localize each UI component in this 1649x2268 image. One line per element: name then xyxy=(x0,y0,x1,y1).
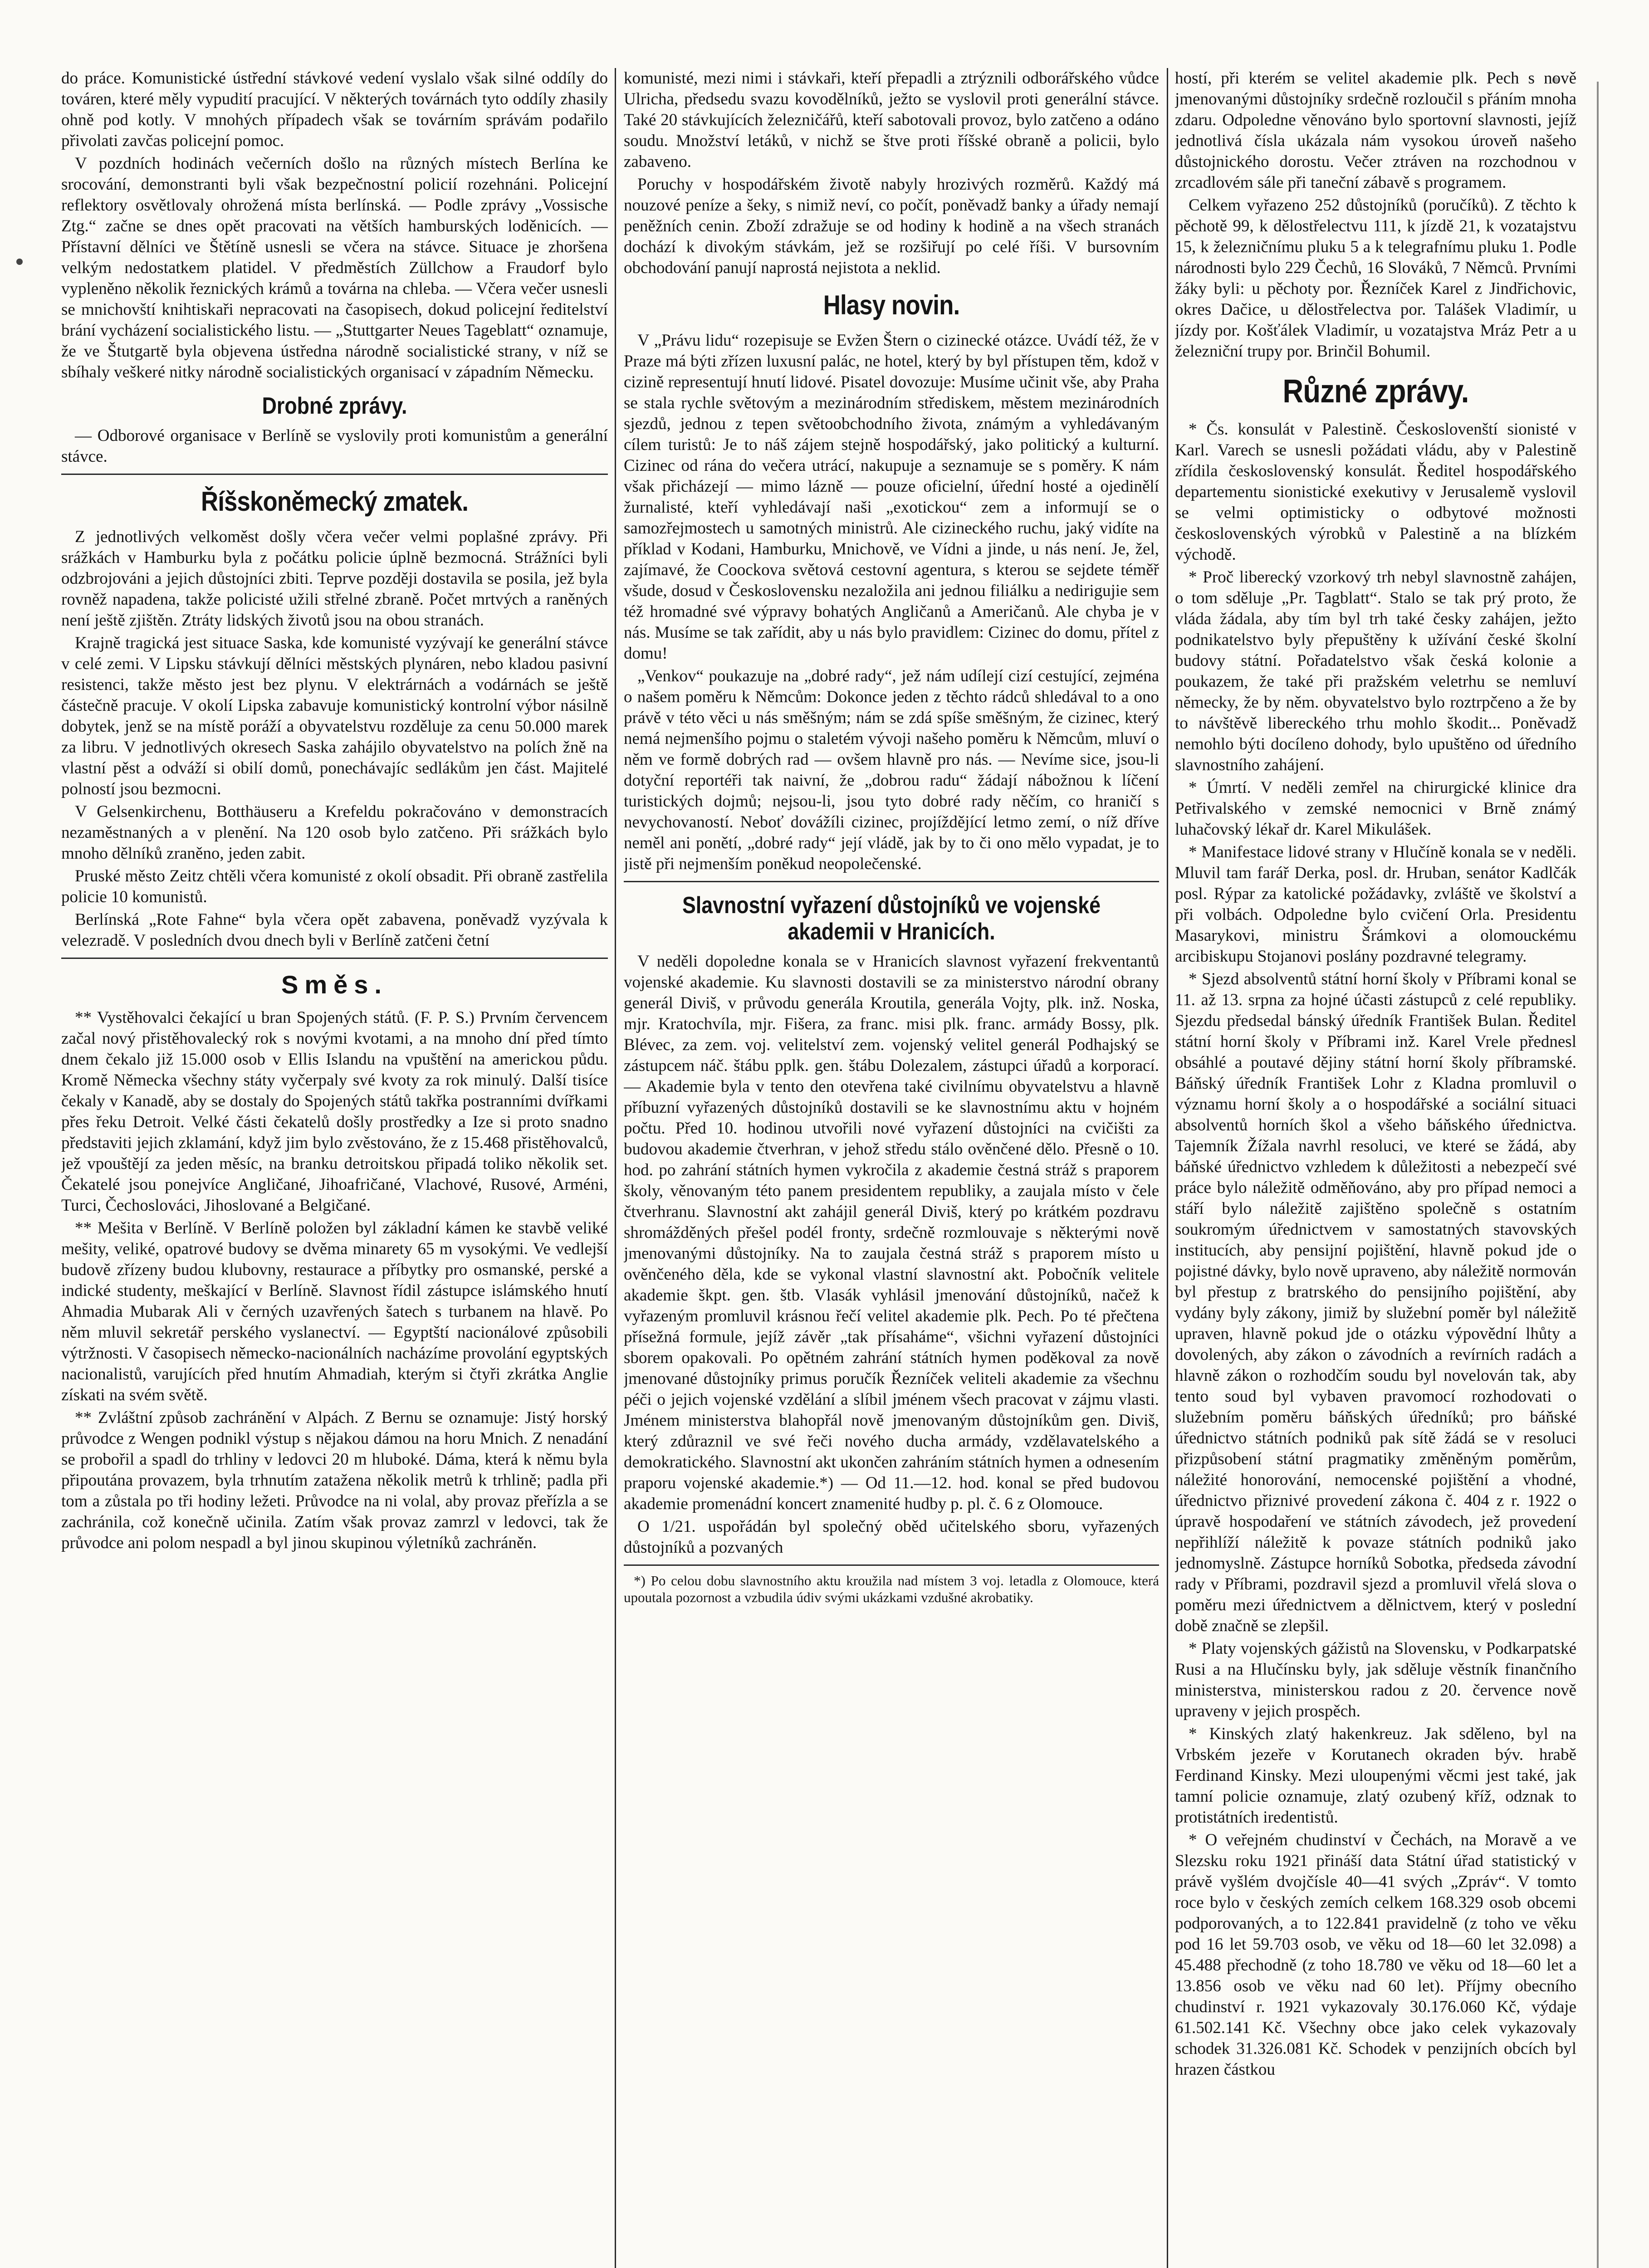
paragraph: V Gelsenkirchenu, Botthäuseru a Krefeldu pokračováno v demonstracích nezaměstnaných a v plenění. Na 120 osob bylo zatčeno. Při srážkách bylo mnoho dělníků zraněno, jeden zabit. xyxy=(61,802,608,863)
paragraph: * Úmrtí. V neděli zemřel na chirurgické klinice dra Petřivalského v zemské nemocnici v Brně známý luhačovský lékař dr. Karel Mikulášek. xyxy=(1175,778,1576,839)
paragraph: * Čs. konsulát v Palestině. Českoslovenští sionisté v Karl. Varech se usnesli požádati vládu, aby v Palestině zřídila československý konsulát. Ředitel hospodářského departementu sionistické exekutivy v Jerusalemě vyslovil se velmi optimisticky o odbytové možnosti československých výrobků v Palestině a na blízkém východě. xyxy=(1175,420,1576,564)
paragraph: * Kinských zlatý hakenkreuz. Jak sděleno, byl na Vrbském jezeře v Korutanech okraden býv. hrabě Ferdinand Kinsky. Mezi uloupenými věcmi jest také, jak tamní policie oznamuje, zlatý ozubený kříž, odznak to protistátních iredentistů. xyxy=(1175,1725,1576,1827)
divider xyxy=(624,1564,1159,1566)
paragraph: Pruské město Zeitz chtěli včera komunisté z okolí obsadit. Při obraně zastřelila policie 10 komunistů. xyxy=(61,867,608,906)
section-heading-smes: Směs. xyxy=(281,970,388,999)
section-heading-hlasy-novin: Hlasy novin. xyxy=(823,290,960,320)
divider xyxy=(61,474,608,475)
paragraph: * Manifestace lidové strany v Hlučíně konala se v neděli. Mluvil tam farář Derka, posl. dr. Hruban, senátor Kadlčák posl. Rýpar za katolické požádavky, zvláště ve školství a při volbách. Odpoledne bylo cvičení Orla. Presidentu Masarykovi, ministru Šrámkovi a olomouckému arcibiskupu Stojanovi poslány pozdravné telegramy. xyxy=(1175,843,1576,966)
column-rule xyxy=(1167,68,1168,2268)
paragraph: * O veřejném chudinství v Čechách, na Moravě a ve Slezsku roku 1921 přináší data Státní úřad statistický v právě vyšlém dvojčísle 40—41 svých „Zpráv“. V tomto roce bylo v českých zemích celkem 168.329 osob obcemi podporovaných, a to 122.841 pravidelně (z toho ve věku pod 16 let 59.703 osob, ve věku od 18—60 let 32.098) a 45.488 přechodně (z toho 18.780 ve věku od 18—60 let a 13.856 osob ve věku nad 60 let). Příjmy obecního chudinství r. 1921 vykazovaly 30.176.060 Kč, výdaje 61.502.141 Kč. Všechny obce jako celek vykazovaly schodek 31.326.081 Kč. Schodek v penzijních obcích byl hrazen částkou xyxy=(1175,1831,1576,2079)
paragraph: ** Zvláštní způsob zachránění v Alpách. Z Bernu se oznamuje: Jistý horský průvodce z Wengen podnikl výstup s nějakou dámou na horu Mnich. Z nenadání se probořil a spadl do trhliny v ledovci 20 m hluboké. Dáma, která k němu byla připoutána provazem, byla trhnutím zatažena několik metrů k trhlině; padla při tom a zůstala po tři hodiny ležeti. Průvodce na ni volal, aby provaz přeřízla a se zachránila, což konečně učinila. Zatím však provaz zamrzl v ledovci, tak že průvodce ani polom nespadl a byl jinou skupinou výletníků zachráněn. xyxy=(61,1408,608,1552)
divider xyxy=(61,958,608,959)
paragraph: — Odborové organisace v Berlíně se vyslovily proti komunistům a generální stávce. xyxy=(61,426,608,466)
paragraph: * Platy vojenských gážistů na Slovensku, v Podkarpatské Rusi a na Hlučínsku byly, jak sděluje věstník finančního ministerstva, ministerskou radou z 20. července nově upraveny v jejich prospěch. xyxy=(1175,1639,1576,1721)
paragraph: * Sjezd absolventů státní horní školy v Příbrami konal se 11. až 13. srpna za hojné účasti zástupců z celé republiky. Sjezdu předsedal bánský úředník František Bulan. Ředitel státní horní školy v Příbrami inž. Karel Vrele přednesl obsáhlé a poutavé dějiny státní horní školy příbramské. Báňský úředník František Lohr z Kladna promluvil o významu horní školy a o hospodářské a sociální situaci absolventů horních škol a všeho báňského úřednictva. Tajemník Žížala navrhl resoluci, ve které se žádá, aby báňské úřednictvo vzhledem k důležitosti a nebezpečí své práce bylo náležitě odměňováno, aby pro případ nemoci a stáří bylo náležitě zajištěno společně s ostatním soukromým úřednictvem v samostatných stavovských institucích, aby pensijní pojištění, hlavně pokud jde o pojistné dávky, bylo nově upraveno, aby náležitě normován byl přestup z bratrského do pensijního pojištění, aby vydány byly zákony, jimiž by služební poměr byl náležitě upraven, hlavně pokud jde o otázku výpovědní lhůty a dovolených, aby zákon o závodních a revírních radách a hlavně zákon o rozhodčím soudu byl novelován tak, aby tento soud byl vybaven pravomocí rozhodovati o služebním poměru báňských úředníků; pro báňské úřednictvo státních podniků pak sítě žádá se v resoluci přizpůsobení státní pragmatiky změněným poměrům, náležité honorování, nemocenské pojištění a vhodné, úřednictvo přiznivé provedení zákona č. 404 z r. 1922 o úpravě hospodaření ve státních závodech, jež provedení nepřihlíží náležitě k povaze státních podniků jako jednomyslně. Zástupce horníků Sobotka, předseda závodní rady v Příbrami, pozdravil sjezd a promluvil vřelá slova o poměru mezi úřednictvem a dělnictvem, který v poslední době značně se zlepšil. xyxy=(1175,970,1576,1635)
scan-artifact xyxy=(16,259,23,265)
column-3 xyxy=(1175,68,1576,2268)
page-edge-line xyxy=(1597,82,1599,2268)
section-heading-drobne-zpravy: Drobné zprávy. xyxy=(262,393,407,419)
paragraph: V neděli dopoledne konala se v Hranicích slavnost vyřazení frekventantů vojenské akademie. Ku slavnosti dostavili se za ministerstvo národní obrany generál Diviš, v průvodu generála Kroutila, generála Vojty, plk. inž. Noska, mjr. Kratochvíla, mjr. Fišera, za franc. misi plk. franc. armády Bossy, plk. Blévec, za zem. voj. velitelství zem. vojenský velitel generál Podhajský se zástupcem náč. štábu pplk. gen. štábu Dolezalem, zástupci úřadů a korporací. — Akademie byla v tento den otevřena také civilnímu obyvatelstvu a hlavně příbuzní vyřazených důstojníků dostavili se ke slavnostnímu aktu v hojném počtu. Před 10. hodinou utvořili nové vyřazení důstojníci na cvičišti za budovou akademie čtverhran, v jehož středu stálo ověnčené dělo. Přesně o 10. hod. po zahrání státních hymen vykročila z akademie čestná stráž s praporem školy, věnovaným této panem presidentem republiky, a zaujala místo v čele čtverhranu. Slavnostní akt zahájil generál Diviš, který po krátkém pozdravu shromážděných přešel podél fronty, srdečně rozmlouvaje s některými nově jmenovanými důstojníky. Na to zaujala čestná stráž s praporem místo u ověnčeného děla, kde se vykonal vlastní slavnostní akt. Pobočník velitele akademie škpt. gen. štb. Vlasák vyhlásil jmenování důstojníků, načež k vyřazeným promluvil krásnou řečí velitel akademie plk. Pech. Po té přečtena přísežná formule, jejíž závěr „tak přísaháme“, všichni vyřazení důstojníci sborem opakovali. Po opětném zahrání státních hymen poděkoval za nově jmenované důstojníky primus poručík Řezníček veliteli akademie za všechnu péči o jejich vojenské vzdělání a slíbil jménem všech pracovat v zájmu vlasti. Jménem ministerstva blahopřál nově jmenovaným důstojníkům gen. Diviš, který zdůraznil ve své řeči nového ducha armády, vzdělavatelského a demokratického. Slavnostní akt ukončen zahráním státních hymen a odnesením praporu vojenské akademie.*) — Od 11.—12. hod. konal se před budovou akademie promenádní koncert znamenité hudby p. pl. č. 6 z Olomouce. xyxy=(624,952,1159,1513)
newspaper-page xyxy=(61,68,1576,2268)
paragraph: ** Vystěhovalci čekající u bran Spojených států. (F. P. S.) Prvním červencem začal nový přistěhovalecký rok s novými kvotami, a na mnoho dní před tímto dnem čekalo již 15.000 osob v Ellis Islandu na vpuštění na americkou půdu. Kromě Německa všechny státy vyčerpaly své kvoty za rok minulý. Další tisíce čekaly v Kanadě, aby se dostaly do Spojených států takřka postranními dvířkami přes řeku Detroit. Velké části čekatelů došly prostředky a Ize si proto snadno představiti jejich zklamání, když jim bylo zvěstováno, že z 15.468 přistěhovalců, jež vpouštějí za jeden měsíc, na branku detroitskou připadá toliko několik set. Čekatelé jsou ponejvíce Angličané, Jihoafričané, Vlachové, Rusové, Arméni, Turci, Čechoslováci, Jihoslované a Belgičané. xyxy=(61,1008,608,1215)
paragraph: Celkem vyřazeno 252 důstojníků (poručíků). Z těchto k pěchotě 99, k dělostřelectvu 111, k jízdě 21, k vozatajstvu 15, k železničnímu pluku 5 a k telegrafnímu pluku 1. Podle národnosti bylo 229 Čechů, 16 Slováků, 7 Němců. Prvními žáky byli: u pěchoty por. Řezníček Karel z Jindřichovic, okres Dačice, u dělostřelectva por. Talášek Vladimír, u jízdy por. Košťálek Vladimír, u vozatajstva Mráz Petr a u železniční trupy por. Brinčil Bohumil. xyxy=(1175,196,1576,361)
paragraph: ** Mešita v Berlíně. V Berlíně položen byl základní kámen ke stavbě veliké mešity, veliké, opatrové budovy se dvěma minarety 65 m vysokými. Ve vedlejší budově zřízeny budou klubovny, restaurace a příbytky pro osmanské, perské a indické studenty, meškající v Berlíně. Slavnost řídil zástupce islámského hnutí Ahmadia Mubarak Ali v černých uzavřených šatech s turbanem na hlavě. Po něm mluvil sekretář perského vyslanectví. — Egyptští nacionálové způsobili výtržnosti. V časopisech německo-nacionálních nacházíme provolání egyptských nacionalistů, varujících před hnutím Ahmadiah, kterým si čtyři zkrátka Anglie získati na svém světě. xyxy=(61,1219,608,1404)
paragraph: Poruchy v hospodářském životě nabyly hrozivých rozměrů. Každý má nouzové peníze a šeky, s nimiž neví, co počít, poněvadž banky a úřady nemají peněžních cenin. Zboží zdražuje se od hodiny k hodině a na všech stranách dochází k divokým stávkám, jež se rozšiřují po celé říši. V bursovním obchodování panují naprostá nejistota a neklid. xyxy=(624,175,1159,277)
section-heading-slavnostni-vyrazeni: Slavnostní vyřazení důstojníků ve vojenské akademii v Hranicích. xyxy=(682,892,1101,945)
section-heading-risskonemecky-zmatek: Říšskoněmecký zmatek. xyxy=(201,486,469,517)
paragraph: do práce. Komunistické ústřední stávkové vedení vyslalo však silné oddíly do továren, které měly vypudití pracující. V některých továrnách tyto oddíly zhasily ohně pod kotly. V mnohých případech však se továrním správám podařilo přivolati zavčas policejní pomoc. xyxy=(61,69,608,150)
paragraph: * Proč liberecký vzorkový trh nebyl slavnostně zahájen, o tom sděluje „Pr. Tagblatt“. Stalo se tak prý proto, že vláda žádala, aby tím byl trh také česky zahájen, ježto podnikatelstvo byly přepuštěny k užívání české školní budovy státní. Pořadatelstvo však česká kolonie a poukazem, že také při pražském veletrhu se nemluví německy, že by něm. obyvatelstvo bylo roztrpčeno a že by to návštěvě libereckého trhu mohlo škodit... Poněvadž nemohlo býti docíleno dohody, bylo upuštěno od úředního slavnostního zahájení. xyxy=(1175,568,1576,774)
column-2 xyxy=(624,68,1159,2268)
paragraph: komunisté, mezi nimi i stávkaři, kteří přepadli a ztrýznili odborářského vůdce Ulricha, předsedu svazu kovodělníků, ježto se vyslovil proti generální stávce. Také 20 stávkujících železničářů, kteří sabotovali provoz, bylo zatčeno a odáno soudu. Množství letáků, v nichž se štve proti říšské obraně a policii, bylo zabaveno. xyxy=(624,69,1159,171)
paragraph: „Venkov“ poukazuje na „dobré rady“, jež nám udílejí cizí cestující, zejména o našem poměru k Němcům: Dokonce jeden z těchto rádců shledával to a ono právě v této věci u nás směšným; nám se zdá spíše směšným, že cizinec, který nemá nejmenšího pojmu o staletém vývoji našeho poměru k Němcům, mluví o něm ve formě dobrých rad — ovšem hlavně pro nás. — Nevíme sice, jsou-li dotyční reportéři tak naivní, že „dobrou radu“ žádají nábožnou k líčení turistických dojmů; nejsou-li, jsou tyto dobré rady něčím, co hraničí s nevychovaností. Neboť dovážíli cizinec, projíždějící letmo zemí, o níž dříve neměl ani ponětí, „dobré rady“ její vládě, jak by to či ono mělo vypadat, je to jistě při nejmenším poněkud neopolečenské. xyxy=(624,667,1159,873)
paragraph: Berlínská „Rote Fahne“ byla včera opět zabavena, poněvadž vyzývala k velezradě. V posledních dvou dnech byli v Berlíně zatčeni četní xyxy=(61,910,608,950)
column-rule xyxy=(615,68,616,2268)
section-heading-ruzne-zpravy: Různé zprávy. xyxy=(1282,373,1469,410)
paragraph: O 1/21. uspořádán byl společný oběd učitelského sboru, vyřazených důstojníků a pozvaných xyxy=(624,1517,1159,1557)
paragraph: Z jednotlivých velkoměst došly včera večer velmi poplašné zprávy. Při srážkách v Hamburku byla z počátku policie úplně bezmocná. Strážníci byli odzbrojováni a jejich důstojníci zbiti. Teprve později dostavila se posila, jež byla rovněž napadena, takže policisté užili střelné zbraně. Počet mrtvých a raněných není ještě zjištěn. Ztráty lidských životů jsou na obou stranách. xyxy=(61,528,608,630)
divider xyxy=(624,881,1159,882)
paragraph: hostí, při kterém se velitel akademie plk. Pech s nově jmenovanými důstojníky srdečně rozloučil s přáním mnoha zdaru. Odpoledne věnováno bylo sportovní slavnosti, jejíž jednotlivá čísla ukázala nám vysokou úroveň našeho důstojnického dorostu. Večer ztráven na rozchodnou v zrcadlovém sále při taneční zábavě s programem. xyxy=(1175,69,1576,192)
column-1 xyxy=(61,68,608,2268)
footnote: *) Po celou dobu slavnostního aktu kroužila nad místem 3 voj. letadla z Olomouce, která upoutala pozornost a vzbudila údiv svými ukázkami vzdušné akrobatiky. xyxy=(624,1573,1159,1605)
paragraph: V „Právu lidu“ rozepisuje se Evžen Štern o cizinecké otázce. Uvádí též, že v Praze má býti zřízen luxusní palác, ne hotel, který by byl přístupen těm, kdož v cizině representují hnutí lidové. Pisatel dovozuje: Musíme učinit vše, aby Praha se stala rychle světovým a mezinárodním střediskem, městem mezinárodních sjezdů, jednou z tepen světoobchodního života, známým a vyhledávaným cílem turistů: Je to náš zájem stejně hospodářský, jako politický a kulturní. Cizinec od rána do večera utrácí, nakupuje a seznamuje se s poměry. K nám však přicházejí — mimo lázně — pouze oficielní, úřední hosté a ojedinělí žurnalisté, kteří vyhledávají naši „exotickou“ zem a informují se o samozřejmostech u samotných ministrů. Ale cizineckého ruchu, jaký vidíte na příklad v Kodani, Hamburku, Mnichově, ve Vídni a jinde, u nás není. Je, žel, zajímavé, že Coockova světová cestovní agentura, s kterou se sejdete téměř všude, dosud v Československu nezaložila ani jednou filiálku a nedirigujie sem též hromadné své výpravy bohatých Angličanů a Američanů. Ale chyba je v nás. Musíme se tak zařídit, aby u nás bylo pravidlem: Cizinec do domu, přítel z domu! xyxy=(624,331,1159,663)
paragraph: Krajně tragická jest situace Saska, kde komunisté vyzývají ke generální stávce v celé zemi. V Lipsku stávkují dělníci městských plynáren, nebo kladou pasivní resistenci, takže město jest bez plynu. V elektrárnách a vodárnách se ještě částečně pracuje. V okolí Lipska zabavuje komunistický kontrolní výbor násilně dobytek, jenž se na místě poráží a obyvatelstvu rozděluje za cenu 50.000 marek za libru. V jednotlivých okresech Saska zahájilo obyvatelstvo na polích žně na vlastní pěst a odváží si obilí domů, ponechávajíc sedlákům jen část. Majitelé polností jsou bezmocni. xyxy=(61,634,608,798)
paragraph: V pozdních hodinách večerních došlo na různých místech Berlína ke srocování, demonstranti byli však bezpečnostní policií rozehnáni. Policejní reflektory osvětlovaly ohrožená místa berlínská. — Podle zprávy „Vossische Ztg.“ začne se dnes opět pracovati na větších hamburských loděnicích. — Přístavní dělníci ve Štětíně usnesli se včera na stávce. Situace je zhoršena velkým nedostatkem platidel. V předměstích Züllchow a Fraudorf bylo vypleněno několik řeznických krámů a továrna na chleba. — Včera večer usnesli se mnichovští knihtiskaři nepracovati na časopisech, dokud policejní ředitelství brání vycházení socialistického listu. — „Stuttgarter Neues Tageblatt“ oznamuje, že ve Štutgartě byla objevena ústředna národně socialistické strany, v níž se sbíhaly veškeré nitky národně socialistických organisací v západním Německu. xyxy=(61,154,608,381)
